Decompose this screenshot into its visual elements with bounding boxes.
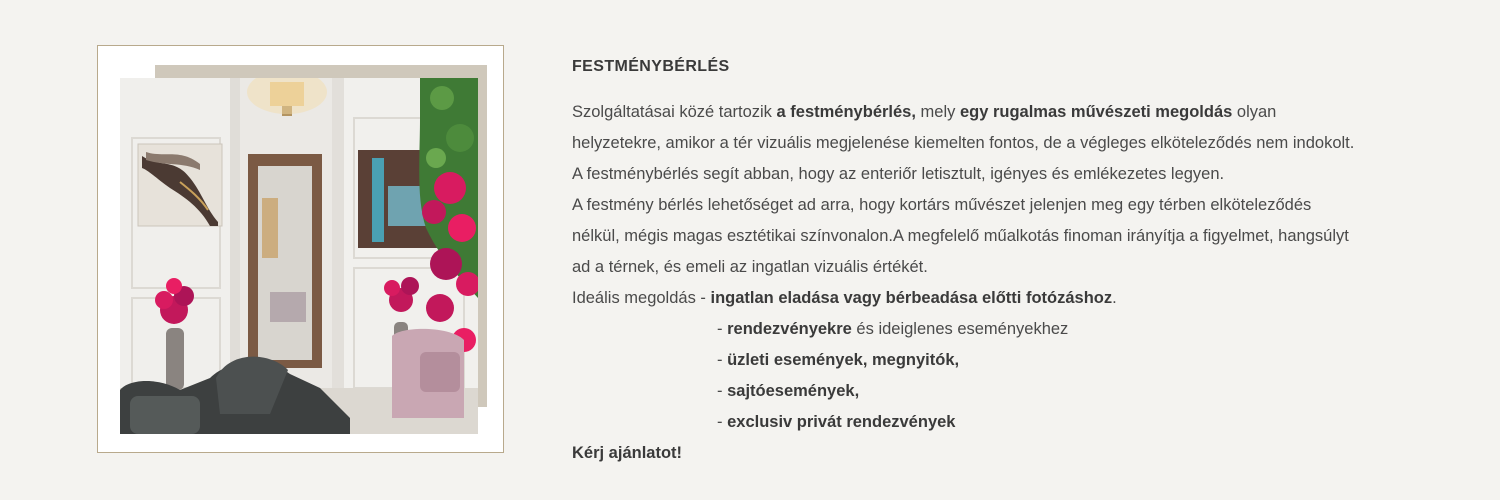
interior-photo-illustration [120,78,478,434]
list-item-bold: exclusiv privát rendezvények [727,413,956,431]
list-dash: - [717,351,728,369]
list-item-bold: sajtóesemények, [727,382,860,400]
content-column [572,56,1472,469]
interior-photo [120,78,478,434]
ideal-suffix: . [1112,289,1117,307]
text-span: mely [915,103,960,121]
list-item-bold: rendezvényekre [727,320,852,338]
list-item [572,376,1472,407]
list-item [572,345,1472,376]
paragraph-line-1 [572,97,1472,128]
list-item [572,407,1472,438]
request-offer-cta[interactable]: Kérj ajánlatot! [572,444,683,462]
paragraph-line-6: ad a térnek, és emeli az ingatlan vizuális értékét. [572,258,928,276]
paragraph-line-4: A festmény bérlés lehetőséget ad arra, hogy kortárs művészet jelenjen meg egy térben elköteleződés [572,196,1312,214]
list-dash: - [717,382,728,400]
text-span: Szolgáltatásai közé tartozik [572,103,777,121]
ideal-bold: ingatlan eladása vagy bérbeadása előtti fotózáshoz [710,289,1113,307]
list-item [572,314,1472,345]
section-heading: FESTMÉNYBÉRLÉS [572,58,730,75]
text-span: olyan [1232,103,1277,121]
list-item-rest: és ideiglenes eseményekhez [851,320,1069,338]
paragraph-line-3: A festménybérlés segít abban, hogy az enteriőr letisztult, igényes és emlékezetes legyen. [572,165,1225,183]
list-dash: - [717,413,728,431]
bold-span: a festménybérlés, [776,103,916,121]
list-dash: - [717,320,728,338]
image-frame [97,45,504,453]
paragraph-line-2: helyzetekre, amikor a tér vizuális megjelenése kiemelten fontos, de a végleges elköteleződés nem indokolt. [572,134,1355,152]
ideal-prefix: Ideális megoldás - [572,289,711,307]
bold-span: egy rugalmas művészeti megoldás [959,103,1233,121]
ideal-solution-line [572,283,1472,314]
list-item-bold: üzleti események, megnyitók, [727,351,960,369]
paragraph-line-5: nélkül, mégis magas esztétikai színvonalon.A megfelelő műalkotás finoman irányítja a figyelmet, hangsúlyt [572,227,1349,245]
